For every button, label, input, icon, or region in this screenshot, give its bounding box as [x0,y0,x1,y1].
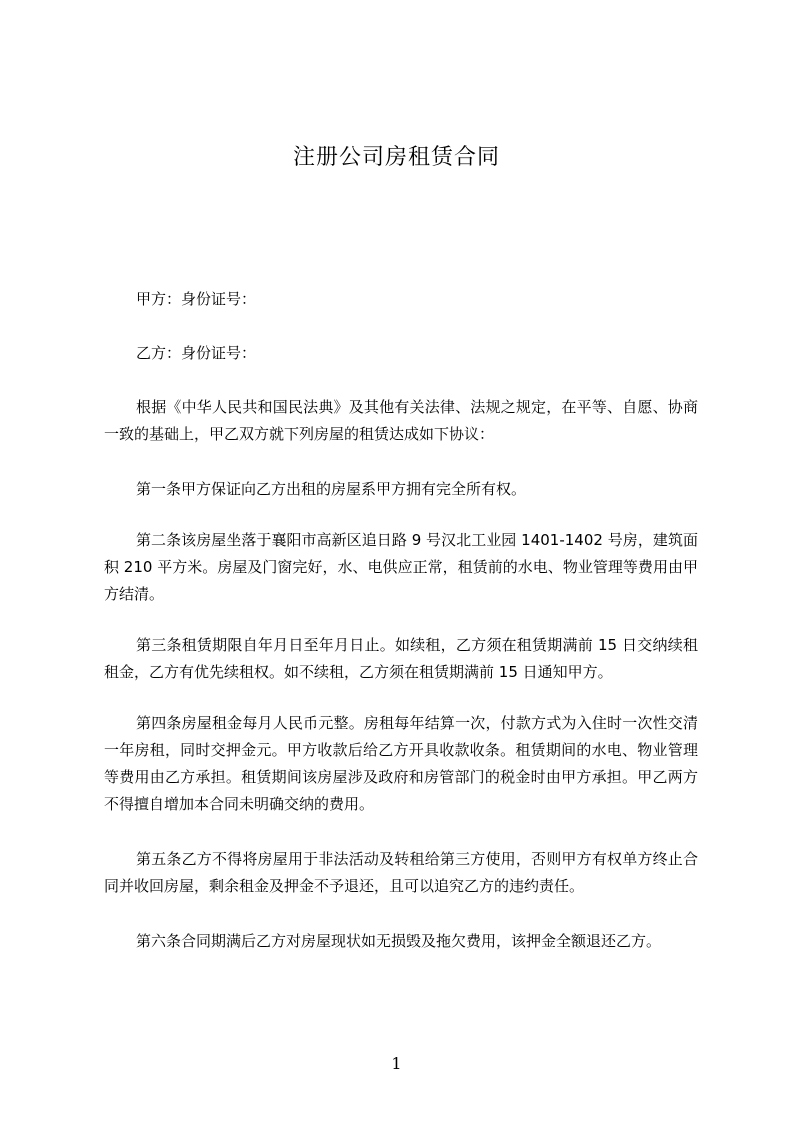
preamble-paragraph: 根据《中华人民共和国民法典》及其他有关法律、法规之规定，在平等、自愿、协商一致的基础上，甲乙双方就下列房屋的租赁达成如下协议： [104,398,698,443]
article-6-paragraph: 第六条合同期满后乙方对房屋现状如无损毁及拖欠费用，该押金全额退还乙方。 [136,932,662,950]
party-a-paragraph: 甲方：身份证号： [136,290,257,308]
article-3-paragraph: 第三条租赁期限自年月日至年月日止。如续租，乙方须在租赁期满前 15 日交纳续租租金，乙方有优先续租权。如不续租，乙方须在租赁期满前 15 日通知甲方。 [104,636,698,681]
article-4-paragraph: 第四条房屋租金每月人民币元整。房租每年结算一次，付款方式为入住时一次性交清一年房租，同时交押金元。甲方收款后给乙方开具收款收条。租赁期间的水电、物业管理等费用由乙方承担。租赁期间该房屋涉及政府和房管部门的税金时由甲方承担。甲乙两方不得擅自增加本合同未明确交纳的费用。 [104,714,698,813]
page-number: 1 [391,1054,402,1073]
article-2-paragraph: 第二条该房屋坐落于襄阳市高新区追日路 9 号汉北工业园 1401-1402 号房，建筑面积 210 平方米。房屋及门窗完好，水、电供应正常，租赁前的水电、物业管理等费用由甲方结清。 [104,531,698,603]
document-title: 注册公司房租赁合同 [292,145,500,170]
article-5-paragraph: 第五条乙方不得将房屋用于非法活动及转租给第三方使用，否则甲方有权单方终止合同并收回房屋，剩余租金及押金不予退还，且可以追究乙方的违约责任。 [104,850,698,895]
article-1-paragraph: 第一条甲方保证向乙方出租的房屋系甲方拥有完全所有权。 [136,480,527,498]
party-b-paragraph: 乙方：身份证号： [136,344,257,362]
